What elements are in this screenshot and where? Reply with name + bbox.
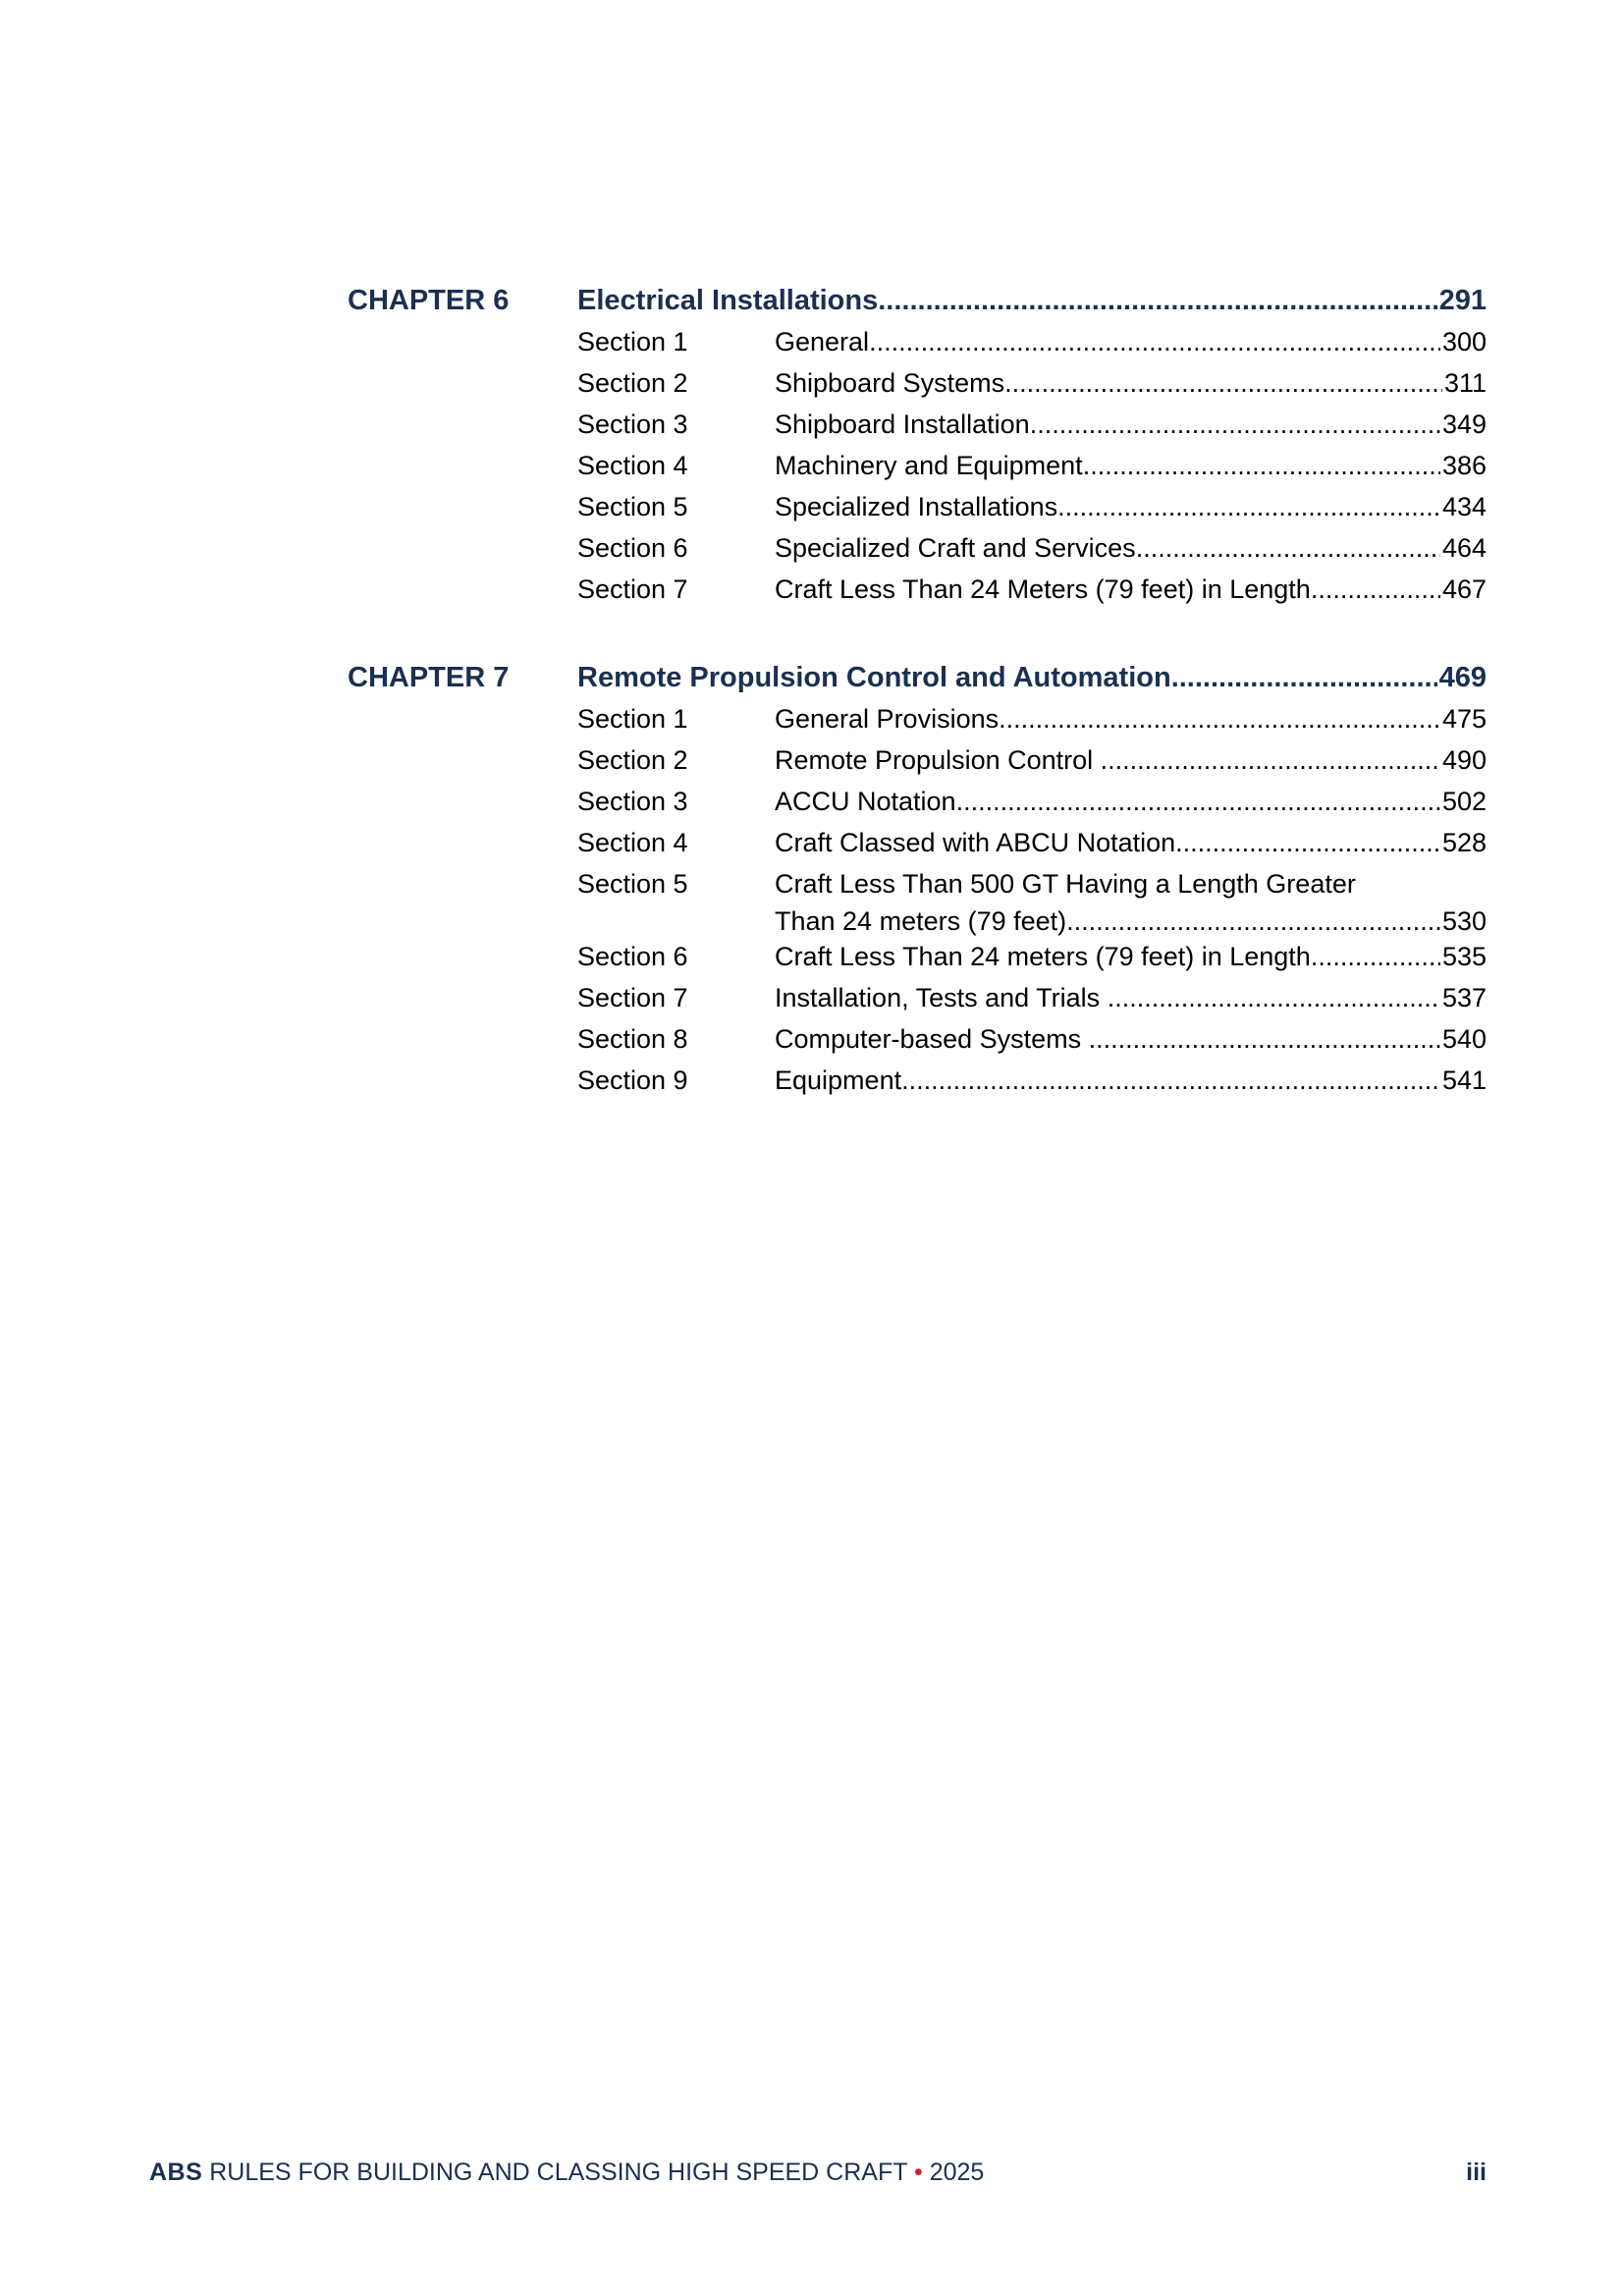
section-number: Section 6 xyxy=(577,533,688,563)
dot-leader xyxy=(1136,527,1440,569)
section-number: Section 7 xyxy=(577,574,688,604)
toc-section-row[interactable] xyxy=(577,1018,1487,1060)
toc-section-row[interactable] xyxy=(577,977,1487,1018)
toc-section-row[interactable] xyxy=(577,822,1487,863)
dot-leader xyxy=(1101,739,1440,781)
section-page: 386 xyxy=(1441,451,1487,480)
dot-leader xyxy=(1057,486,1440,527)
footer-year: 2025 xyxy=(929,2159,985,2186)
section-title: Craft Classed with ABCU Notation xyxy=(775,828,1176,857)
section-title: Shipboard Systems xyxy=(775,368,1005,398)
section-title: Shipboard Installation xyxy=(775,410,1030,439)
footer-title: RULES FOR BUILDING AND CLASSING HIGH SPEED CRAFT xyxy=(209,2159,908,2186)
section-page: 300 xyxy=(1441,327,1487,356)
toc-section-row[interactable] xyxy=(577,739,1487,781)
section-page: 467 xyxy=(1441,574,1487,604)
section-number: Section 3 xyxy=(577,410,688,439)
section-page: 434 xyxy=(1441,492,1487,521)
chapter-label: CHAPTER 6 xyxy=(348,285,510,316)
section-page: 490 xyxy=(1441,745,1487,775)
section-title: General Provisions xyxy=(775,704,1000,734)
toc-section-row[interactable] xyxy=(577,698,1487,739)
toc-section-row[interactable] xyxy=(577,486,1487,527)
section-number: Section 5 xyxy=(577,492,688,521)
toc-section-row[interactable] xyxy=(577,321,1487,362)
section-title: Installation, Tests and Trials xyxy=(775,983,1108,1012)
section-title: Remote Propulsion Control xyxy=(775,745,1101,775)
section-title: Equipment xyxy=(775,1066,902,1095)
section-title: ACCU Notation xyxy=(775,787,956,816)
section-number: Section 1 xyxy=(577,327,688,356)
dot-leader xyxy=(1311,936,1440,977)
section-title: Craft Less Than 24 Meters (79 feet) in Length xyxy=(775,574,1311,604)
toc-section-row[interactable] xyxy=(577,936,1487,977)
toc-section-row[interactable] xyxy=(577,404,1487,445)
section-page: 475 xyxy=(1441,704,1487,734)
dot-leader xyxy=(1089,1018,1440,1060)
section-number: Section 9 xyxy=(577,1066,688,1095)
toc-section-row[interactable] xyxy=(577,569,1487,610)
section-page: 528 xyxy=(1441,828,1487,857)
toc-section-row[interactable] xyxy=(577,781,1487,822)
section-title-line2: Than 24 meters (79 feet) xyxy=(775,906,1067,936)
dot-leader xyxy=(1311,569,1440,610)
toc-section-row[interactable] xyxy=(577,527,1487,569)
chapter-page: 469 xyxy=(1438,662,1487,693)
section-title: Craft Less Than 500 GT Having a Length Greater xyxy=(775,869,1356,899)
section-page: 541 xyxy=(1441,1066,1487,1095)
section-title: Specialized Installations xyxy=(775,492,1058,521)
section-page: 349 xyxy=(1441,410,1487,439)
section-title: Machinery and Equipment xyxy=(775,451,1083,480)
section-number: Section 7 xyxy=(577,983,688,1012)
dot-leader xyxy=(1175,822,1440,863)
footer-bullet: • xyxy=(914,2159,923,2186)
section-number: Section 5 xyxy=(577,869,688,899)
section-number: Section 8 xyxy=(577,1024,688,1054)
chapter-title-link[interactable] xyxy=(577,657,1487,698)
dot-leader xyxy=(869,321,1440,362)
section-page: 464 xyxy=(1441,533,1487,563)
section-page: 311 xyxy=(1443,368,1487,398)
section-number: Section 2 xyxy=(577,368,688,398)
section-number: Section 2 xyxy=(577,745,688,775)
section-number: Section 4 xyxy=(577,828,688,857)
chapter-label: CHAPTER 7 xyxy=(348,662,510,693)
toc-section-row[interactable] xyxy=(577,362,1487,404)
dot-leader xyxy=(878,280,1436,321)
section-page: 537 xyxy=(1441,983,1487,1012)
chapter-title: Remote Propulsion Control and Automation xyxy=(577,662,1171,693)
page-number: iii xyxy=(1466,2159,1487,2186)
section-title: Computer-based Systems xyxy=(775,1024,1089,1054)
section-title: General xyxy=(775,327,870,356)
dot-leader xyxy=(1083,445,1440,486)
section-page: 502 xyxy=(1441,787,1487,816)
chapter-title-link[interactable] xyxy=(577,280,1487,321)
page-footer xyxy=(149,2153,1487,2192)
chapter-page: 291 xyxy=(1438,285,1487,316)
section-page: 535 xyxy=(1441,942,1487,971)
section-number: Section 6 xyxy=(577,942,688,971)
toc-section-row[interactable] xyxy=(577,863,1487,946)
dot-leader xyxy=(1171,657,1437,698)
section-title: Specialized Craft and Services xyxy=(775,533,1136,563)
toc-section-row[interactable] xyxy=(577,1060,1487,1101)
chapter-title: Electrical Installations xyxy=(577,285,879,316)
dot-leader xyxy=(1108,977,1440,1018)
dot-leader xyxy=(999,698,1440,739)
section-title: Craft Less Than 24 meters (79 feet) in Length xyxy=(775,942,1311,971)
footer-brand: ABS xyxy=(149,2159,203,2186)
toc-section-row[interactable] xyxy=(577,445,1487,486)
dot-leader xyxy=(956,781,1440,822)
section-number: Section 1 xyxy=(577,704,688,734)
dot-leader xyxy=(901,1060,1440,1101)
section-page: 530 xyxy=(1441,906,1487,936)
section-number: Section 3 xyxy=(577,787,688,816)
section-number: Section 4 xyxy=(577,451,688,480)
section-page: 540 xyxy=(1441,1024,1487,1054)
dot-leader xyxy=(1030,404,1440,445)
dot-leader xyxy=(1004,362,1442,404)
